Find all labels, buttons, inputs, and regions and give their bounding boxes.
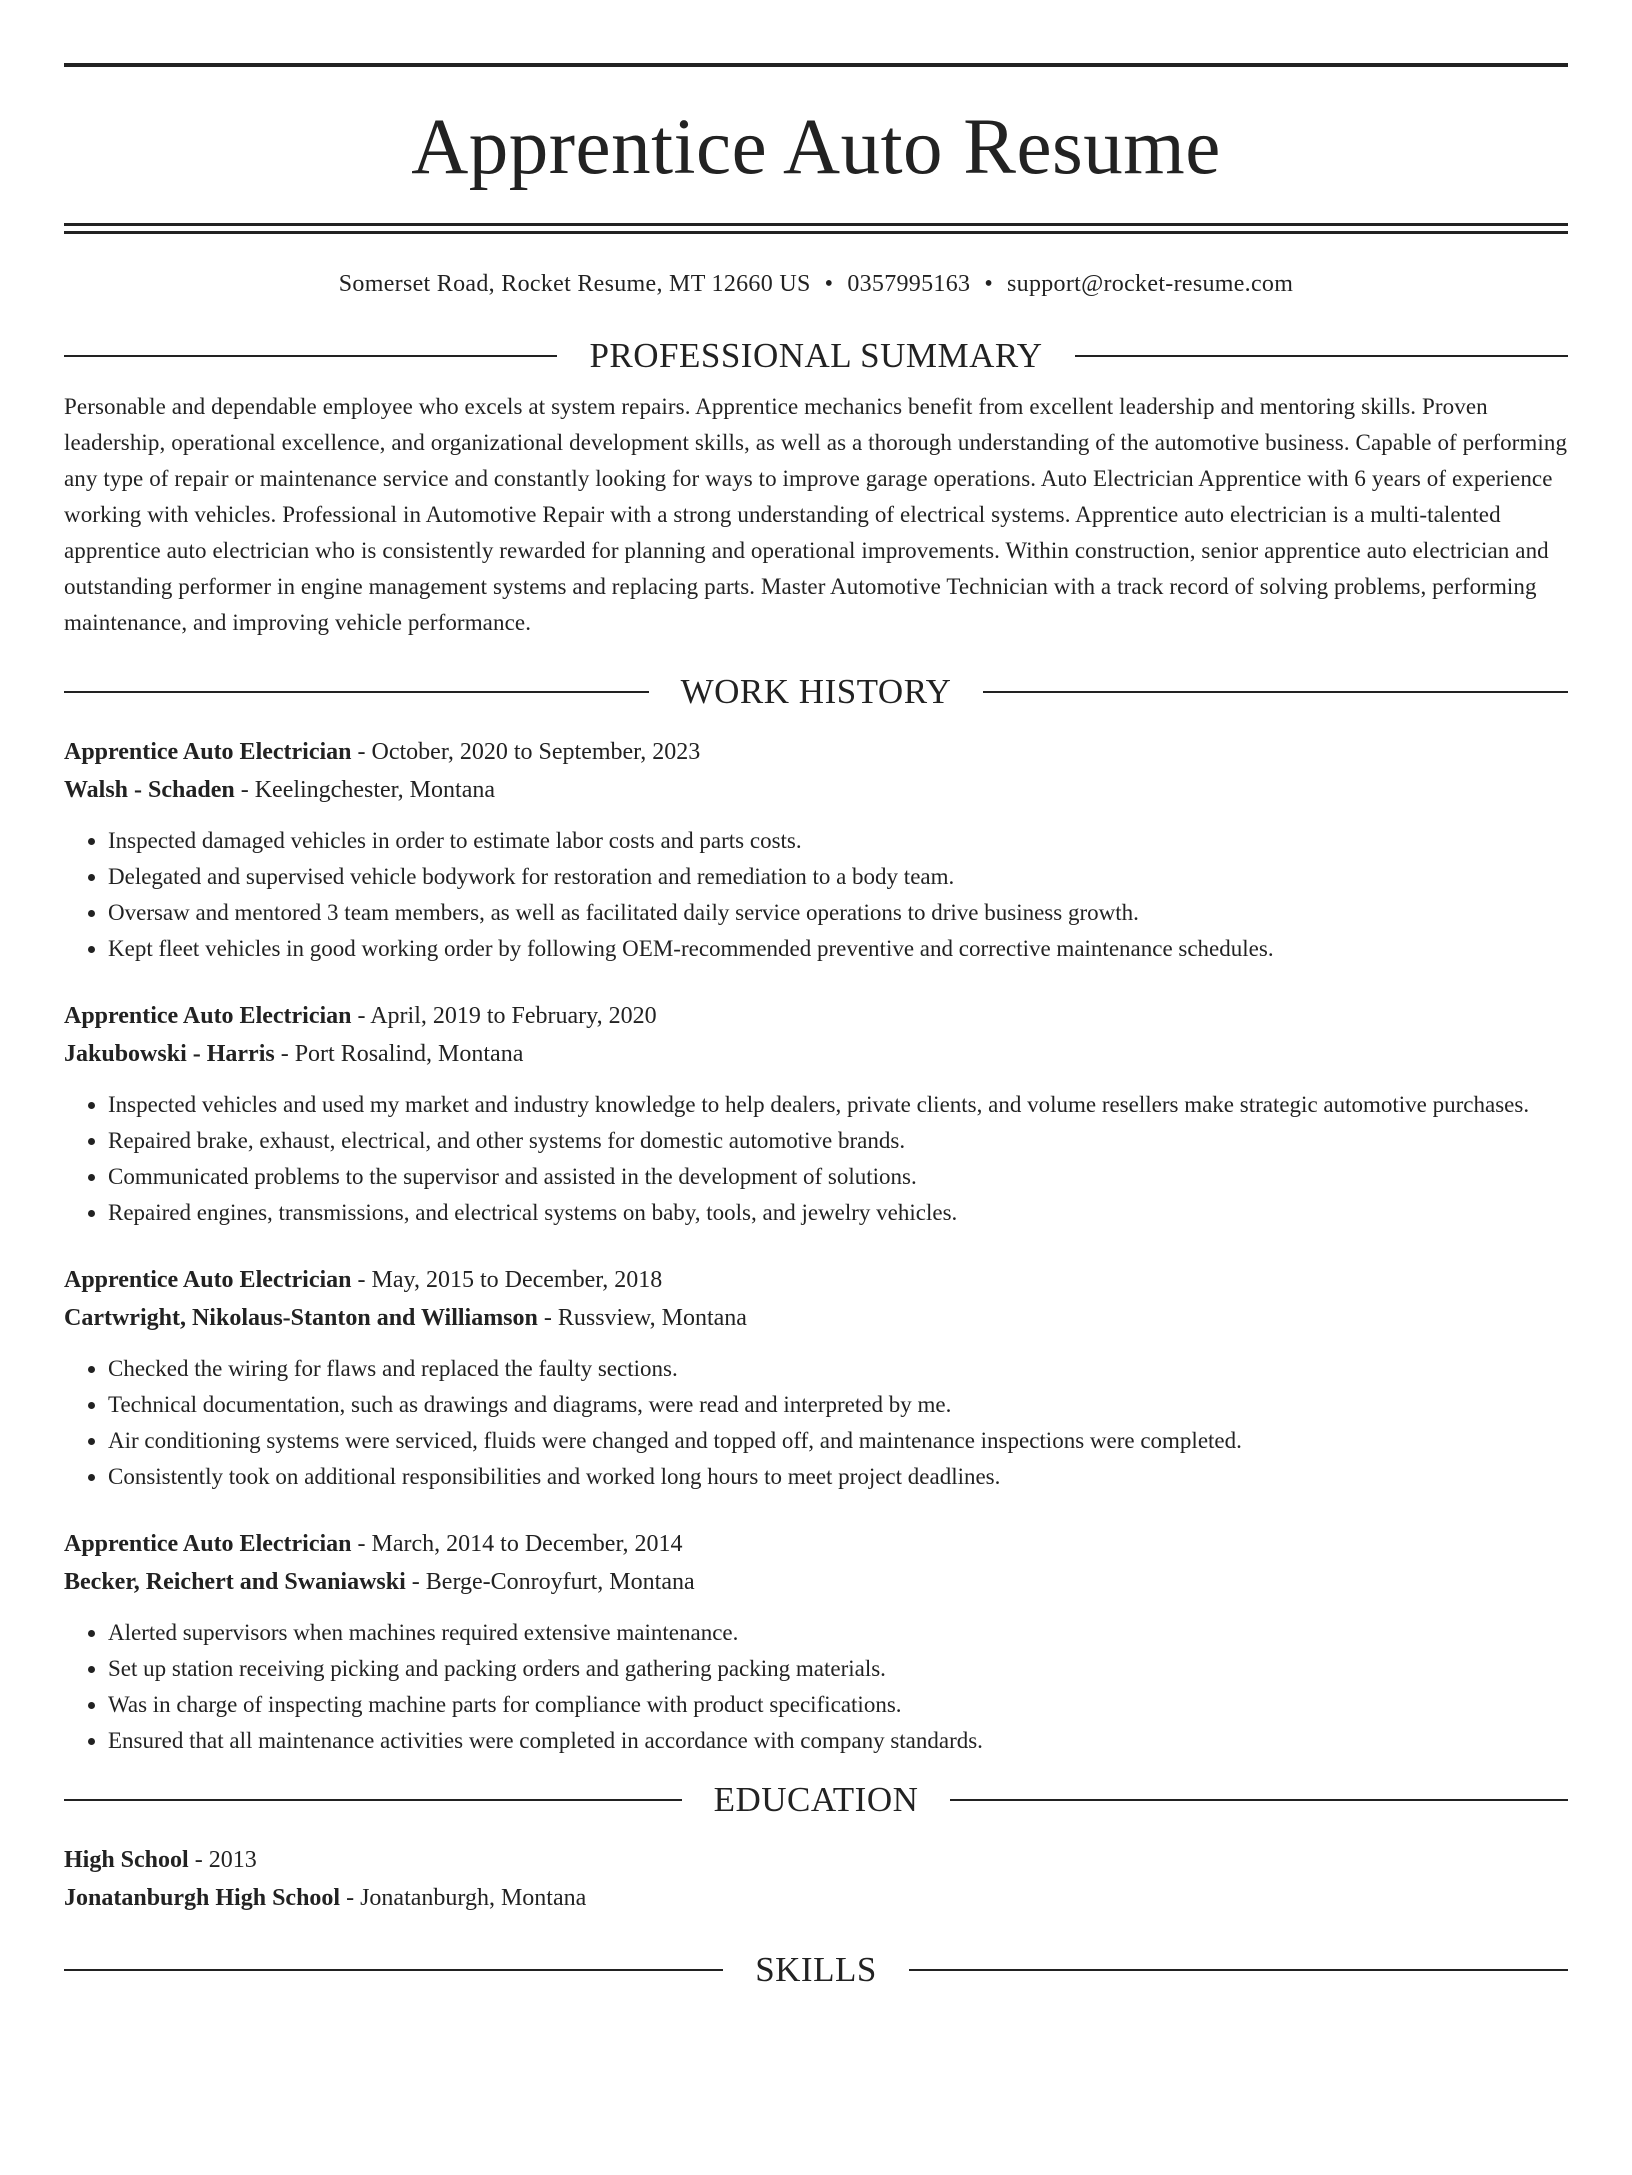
education-school-line [64,1879,1568,1917]
job-company-line [64,1299,1568,1337]
job-company-line [64,1035,1568,1073]
top-rule [64,63,1568,67]
list-item: • Checked the wiring for flaws and replaced the faulty sections. [108,1351,1568,1387]
education-school: Jonatanburgh High School [64,1885,341,1911]
heading-rule-left [64,691,649,693]
heading-rule-left [64,1799,682,1801]
list-item: • Ensured that all maintenance activities were completed in accordance with company standards. [108,1723,1568,1759]
summary-heading-label: PROFESSIONAL SUMMARY [589,336,1043,375]
list-item: • Was in charge of inspecting machine parts for compliance with product specifications. [108,1687,1568,1723]
job-dates: - April, 2019 to February, 2020 [351,1003,657,1029]
contact-separator: • [984,271,994,297]
list-item: • Air conditioning systems were serviced, fluids were changed and topped off, and maintenance inspections were completed. [108,1423,1568,1459]
heading-rule-right [983,691,1568,693]
education-heading [64,1779,1568,1821]
education-location: - Jonatanburgh, Montana [340,1885,587,1911]
heading-rule-left [64,1969,723,1971]
job-entry [64,1261,1568,1495]
job-title: Apprentice Auto Electrician [64,1267,352,1293]
job-company: Cartwright, Nikolaus-Stanton and Williamson [64,1305,538,1331]
job-company-line [64,1563,1568,1601]
heading-rule-right [909,1969,1568,1971]
list-item: • Delegated and supervised vehicle bodywork for restoration and remediation to a body team. [108,859,1568,895]
job-bullets [64,1615,1568,1759]
heading-rule-left [64,355,557,357]
job-title-line [64,1525,1568,1563]
job-entry [64,1525,1568,1759]
job-dates: - October, 2020 to September, 2023 [351,739,701,765]
skills-heading-label: SKILLS [755,1950,877,1989]
work-heading-label: WORK HISTORY [680,672,952,711]
job-title: Apprentice Auto Electrician [64,739,352,765]
job-company: Becker, Reichert and Swaniawski [64,1569,406,1595]
job-bullets [64,1087,1568,1231]
education-year: - 2013 [188,1847,257,1873]
contact-phone: 0357995163 [847,271,971,297]
job-bullets [64,1351,1568,1495]
job-dates: - May, 2015 to December, 2018 [351,1267,663,1293]
education-degree-line [64,1841,1568,1879]
contact-separator: • [824,271,834,297]
job-location: - Keelingchester, Montana [234,777,495,803]
resume-title: Apprentice Auto Resume [411,104,1221,191]
job-location: - Port Rosalind, Montana [274,1041,524,1067]
list-item: • Repaired engines, transmissions, and electrical systems on baby, tools, and jewelry vehicles. [108,1195,1568,1231]
education-entry [64,1841,1568,1917]
contact-address: Somerset Road, Rocket Resume, MT 12660 US [338,271,811,297]
list-item: • Kept fleet vehicles in good working order by following OEM-recommended preventive and corrective maintenance schedules. [108,931,1568,967]
title-double-rule [64,223,1568,234]
list-item: • Inspected damaged vehicles in order to estimate labor costs and parts costs. [108,823,1568,859]
skills-heading [64,1949,1568,1991]
summary-text: Personable and dependable employee who excels at system repairs. Apprentice mechanics benefit from excellent leadership and mentoring skills. Proven leadership, operational excellence, and organizational development skills, as well as a thorough understanding of the automotive business. Capable of performing any type of repair or maintenance service and constantly looking for ways to improve garage operations. Auto Electrician Apprentice with 6 years of experience working with vehicles. Professional in Automotive Repair with a strong understanding of electrical systems. Apprentice auto electrician is a multi-talented apprentice auto electrician who is consistently rewarded for planning and operational improvements. Within construction, senior apprentice auto electrician and outstanding performer in engine management systems and replacing parts. Master Automotive Technician with a track record of solving problems, performing maintenance, and improving vehicle performance. [64,394,1568,635]
work-heading [64,671,1568,713]
job-title-line [64,1261,1568,1299]
job-dates: - March, 2014 to December, 2014 [351,1531,683,1557]
contact-email: support@rocket-resume.com [1007,271,1294,297]
contact-line [64,269,1568,299]
list-item: • Inspected vehicles and used my market and industry knowledge to help dealers, private clients, and volume resellers make strategic automotive purchases. [108,1087,1568,1123]
list-item: • Technical documentation, such as drawings and diagrams, were read and interpreted by me. [108,1387,1568,1423]
job-bullets [64,823,1568,967]
job-entry [64,733,1568,967]
job-company-line [64,771,1568,809]
heading-rule-right [950,1799,1568,1801]
summary-heading [64,335,1568,377]
list-item: • Alerted supervisors when machines required extensive maintenance. [108,1615,1568,1651]
job-company: Jakubowski - Harris [64,1041,275,1067]
list-item: • Communicated problems to the supervisor and assisted in the development of solutions. [108,1159,1568,1195]
job-location: - Berge-Conroyfurt, Montana [405,1569,695,1595]
job-title: Apprentice Auto Electrician [64,1531,352,1557]
education-degree: High School [64,1847,189,1873]
list-item: • Consistently took on additional responsibilities and worked long hours to meet project deadlines. [108,1459,1568,1495]
job-company: Walsh - Schaden [64,777,235,803]
list-item: • Set up station receiving picking and packing orders and gathering packing materials. [108,1651,1568,1687]
job-title: Apprentice Auto Electrician [64,1003,352,1029]
education-heading-label: EDUCATION [713,1780,919,1819]
list-item: • Repaired brake, exhaust, electrical, and other systems for domestic automotive brands. [108,1123,1568,1159]
job-title-line [64,997,1568,1035]
heading-rule-right [1075,355,1568,357]
resume-page [0,63,1632,2175]
job-location: - Russview, Montana [537,1305,747,1331]
list-item: • Oversaw and mentored 3 team members, as well as facilitated daily service operations to drive business growth. [108,895,1568,931]
job-title-line [64,733,1568,771]
job-entry [64,997,1568,1231]
